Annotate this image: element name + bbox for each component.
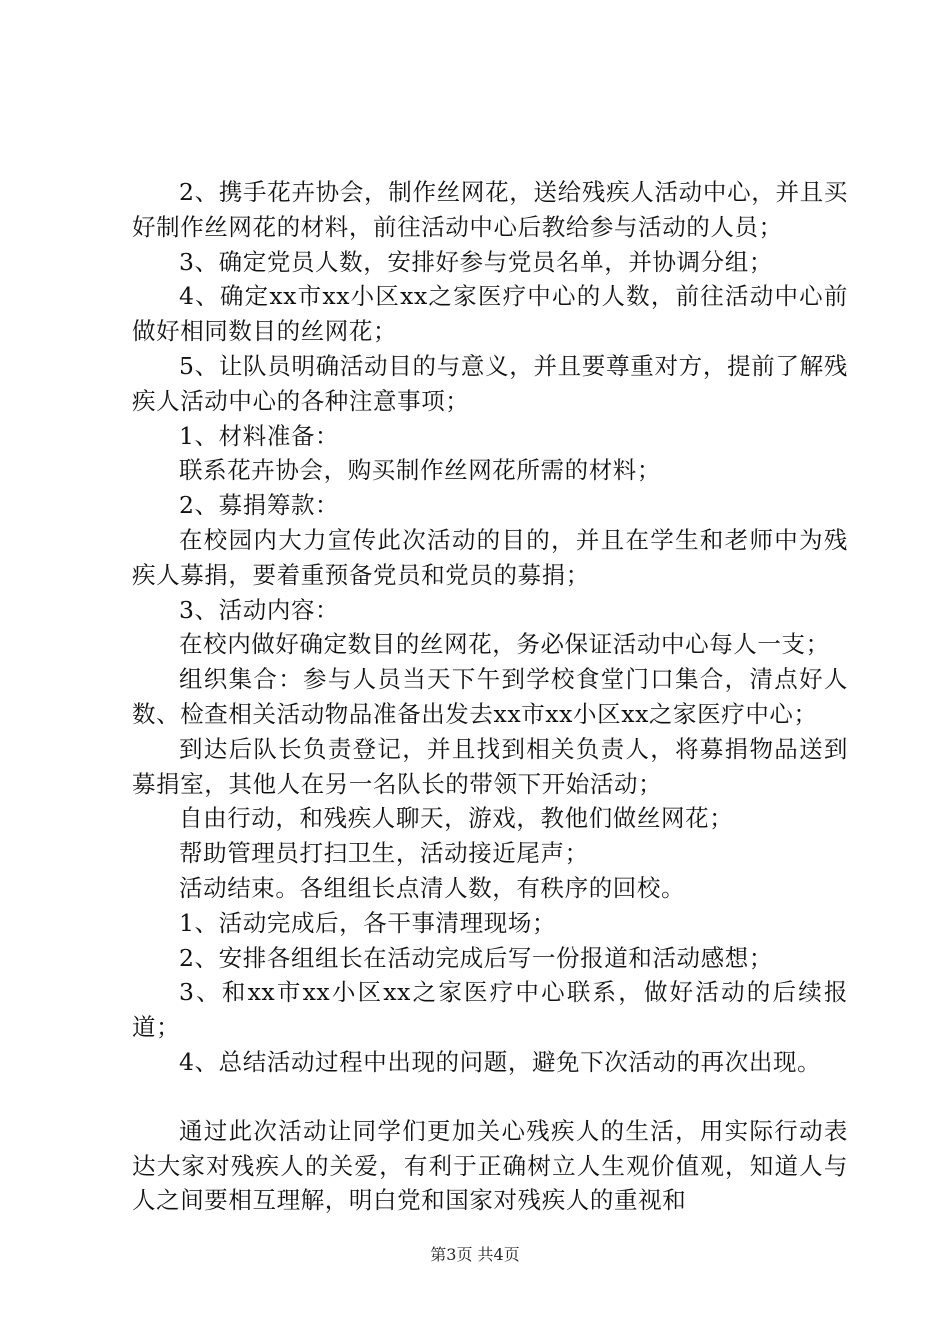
paragraph: 5、让队员明确活动目的与意义，并且要尊重对方，提前了解残疾人活动中心的各种注意事项；: [132, 351, 848, 415]
paragraph: 自由行动，和残疾人聊天，游戏，教他们做丝网花；: [179, 804, 734, 833]
paragraph: 联系花卉协会，购买制作丝网花所需的材料；: [179, 456, 661, 485]
paragraph: 3、确定党员人数，安排好参与党员名单，并协调分组；: [179, 247, 773, 276]
paragraph: 2、安排各组组长在活动完成后写一份报道和活动感想；: [179, 943, 773, 972]
paragraph: 到达后队长负责登记，并且找到相关负责人，将募捐物品送到募捐室，其他人在另一名队长的带领下开始活动；: [132, 734, 848, 798]
paragraph: 活动结束。各组组长点清人数，有秩序的回校。: [179, 873, 686, 902]
section-heading: 1、材料准备：: [179, 421, 340, 450]
closing-paragraph: 通过此次活动让同学们更加关心残疾人的生活，用实际行动表达大家对残疾人的关爱，有利于正确树立人生观价值观，知道人与人之间要相互理解，明白党和国家对残疾人的重视和: [132, 1116, 848, 1215]
paragraph: 2、携手花卉协会，制作丝网花，送给残疾人活动中心，并且买好制作丝网花的材料，前往活动中心后教给参与活动的人员；: [132, 178, 848, 241]
paragraph: 3、和xx市xx小区xx之家医疗中心联系，做好活动的后续报道；: [132, 978, 848, 1042]
document-body: [132, 175, 848, 1218]
paragraph: 组织集合：参与人员当天下午到学校食堂门口集合，清点好人数、检查相关活动物品准备出发去xx市xx小区xx之家医疗中心；: [132, 665, 848, 728]
paragraph: 在校园内大力宣传此次活动的目的，并且在学生和老师中为残疾人募捐，要着重预备党员和党员的募捐；: [132, 525, 848, 589]
section-heading: 2、募捐筹款：: [179, 491, 340, 520]
paragraph: 4、确定xx市xx小区xx之家医疗中心的人数，前往活动中心前做好相同数目的丝网花；: [132, 282, 848, 346]
paragraph-spacer: [132, 1080, 848, 1114]
section-heading: 3、活动内容：: [179, 595, 340, 624]
paragraph: 4、总结活动过程中出现的问题，避免下次活动的再次出现。: [179, 1047, 822, 1076]
paragraph: 1、活动完成后，各干事清理现场；: [179, 908, 557, 937]
paragraph: 帮助管理员打扫卫生，活动接近尾声；: [179, 839, 589, 868]
paragraph: 在校内做好确定数目的丝网花，务必保证活动中心每人一支；: [179, 630, 830, 659]
page-number-footer: 第3页 共4页: [430, 1245, 520, 1264]
